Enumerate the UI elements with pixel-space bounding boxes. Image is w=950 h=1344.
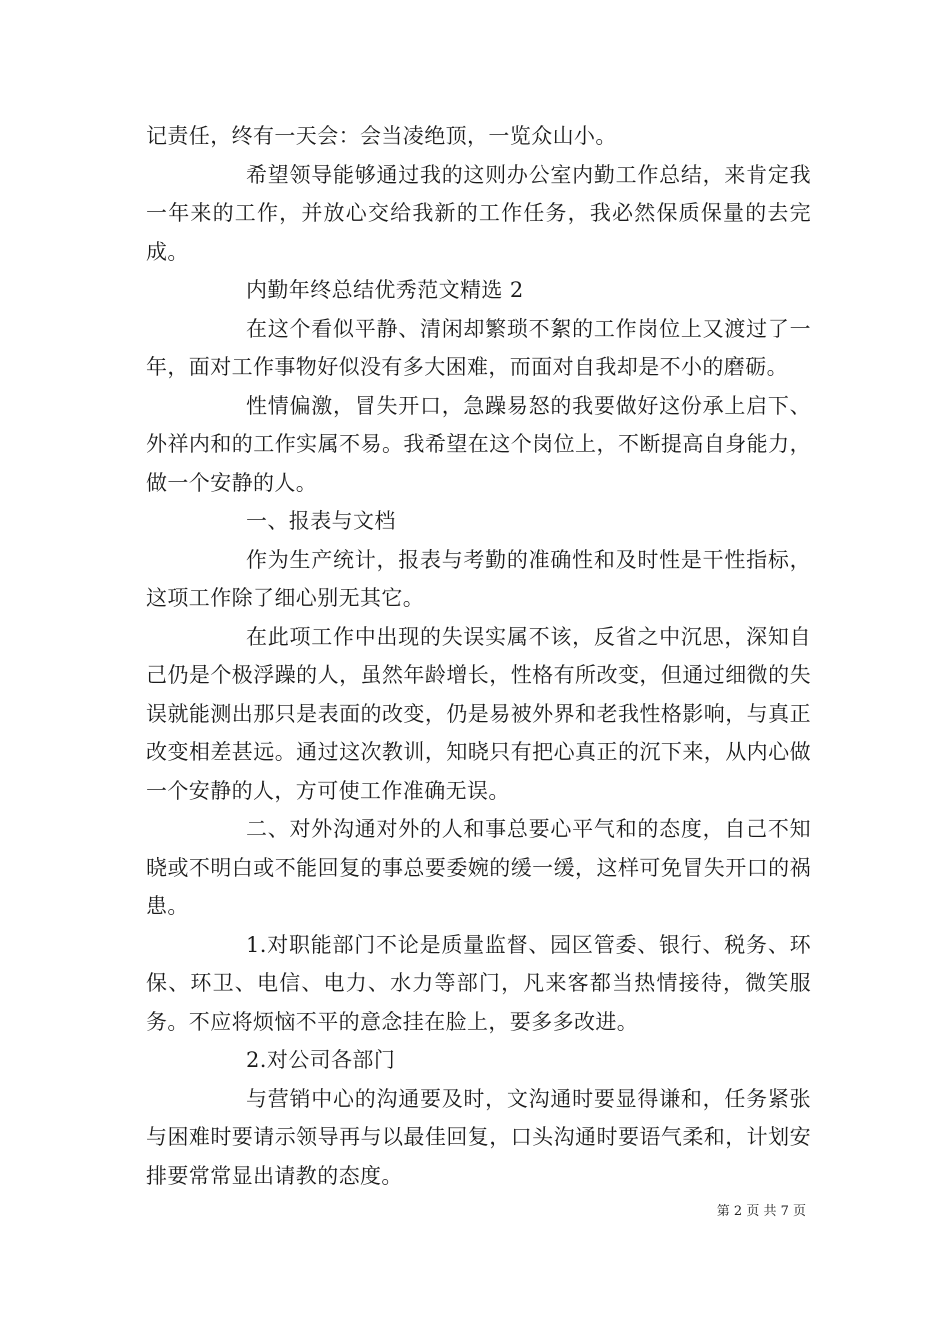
section-title: 内勤年终总结优秀范文精选 2: [246, 278, 524, 302]
heading-external-communication: 二、对外沟通对外的人和事总要心平气和的态度，自己不知晓或不明白或不能回复的事总要委婉的缓一缓，这样可免冒失开口的祸患。: [146, 817, 811, 918]
paragraph-2: 希望领导能够通过我的这则办公室内勤工作总结，来肯定我一年来的工作，并放心交给我新的工作任务，我必然保质保量的去完成。: [146, 162, 811, 264]
list-item-1: 1.对职能部门不论是质量监督、园区管委、银行、税务、环保、环卫、电信、电力、水力等部门，凡来客都当热情接待，微笑服务。不应将烦恼不平的意念挂在脸上，要多多改进。: [146, 932, 811, 1034]
paragraph-4: 性情偏激，冒失开口，急躁易怒的我要做好这份承上启下、外祥内和的工作实属不易。我希望在这个岗位上，不断提高自身能力，做一个安静的人。: [146, 393, 811, 495]
paragraph-1: 记责任，终有一天会：会当凌绝顶，一览众山小。: [146, 124, 617, 148]
paragraph-5: 作为生产统计，报表与考勤的准确性和及时性是干性指标，这项工作除了细心别无其它。: [146, 547, 811, 610]
page-number-footer: 第 2 页 共 7 页: [716, 1204, 806, 1219]
paragraph-6: 在此项工作中出现的失误实属不该，反省之中沉思，深知自己仍是个极浮躁的人，虽然年龄增长，性格有所改变，但通过细微的失误就能测出那只是表面的改变，仍是易被外界和老我性格影响，与真正改变相差甚远。通过这次教训，知晓只有把心真正的沉下来，从内心做一个安静的人，方可使工作准确无误。: [146, 624, 811, 803]
list-item-2: 2.对公司各部门: [246, 1048, 396, 1072]
paragraph-7: 与营销中心的沟通要及时，文沟通时要显得谦和，任务紧张与困难时要请示领导再与以最佳回复，口头沟通时要语气柔和，计划安排要常常显出请教的态度。: [146, 1086, 811, 1188]
paragraph-3: 在这个看似平静、清闲却繁琐不絮的工作岗位上又渡过了一年，面对工作事物好似没有多大困难，而面对自我却是不小的磨砺。: [146, 316, 811, 379]
heading-reports: 一、报表与文档: [246, 509, 396, 533]
document-body: [146, 117, 811, 1195]
